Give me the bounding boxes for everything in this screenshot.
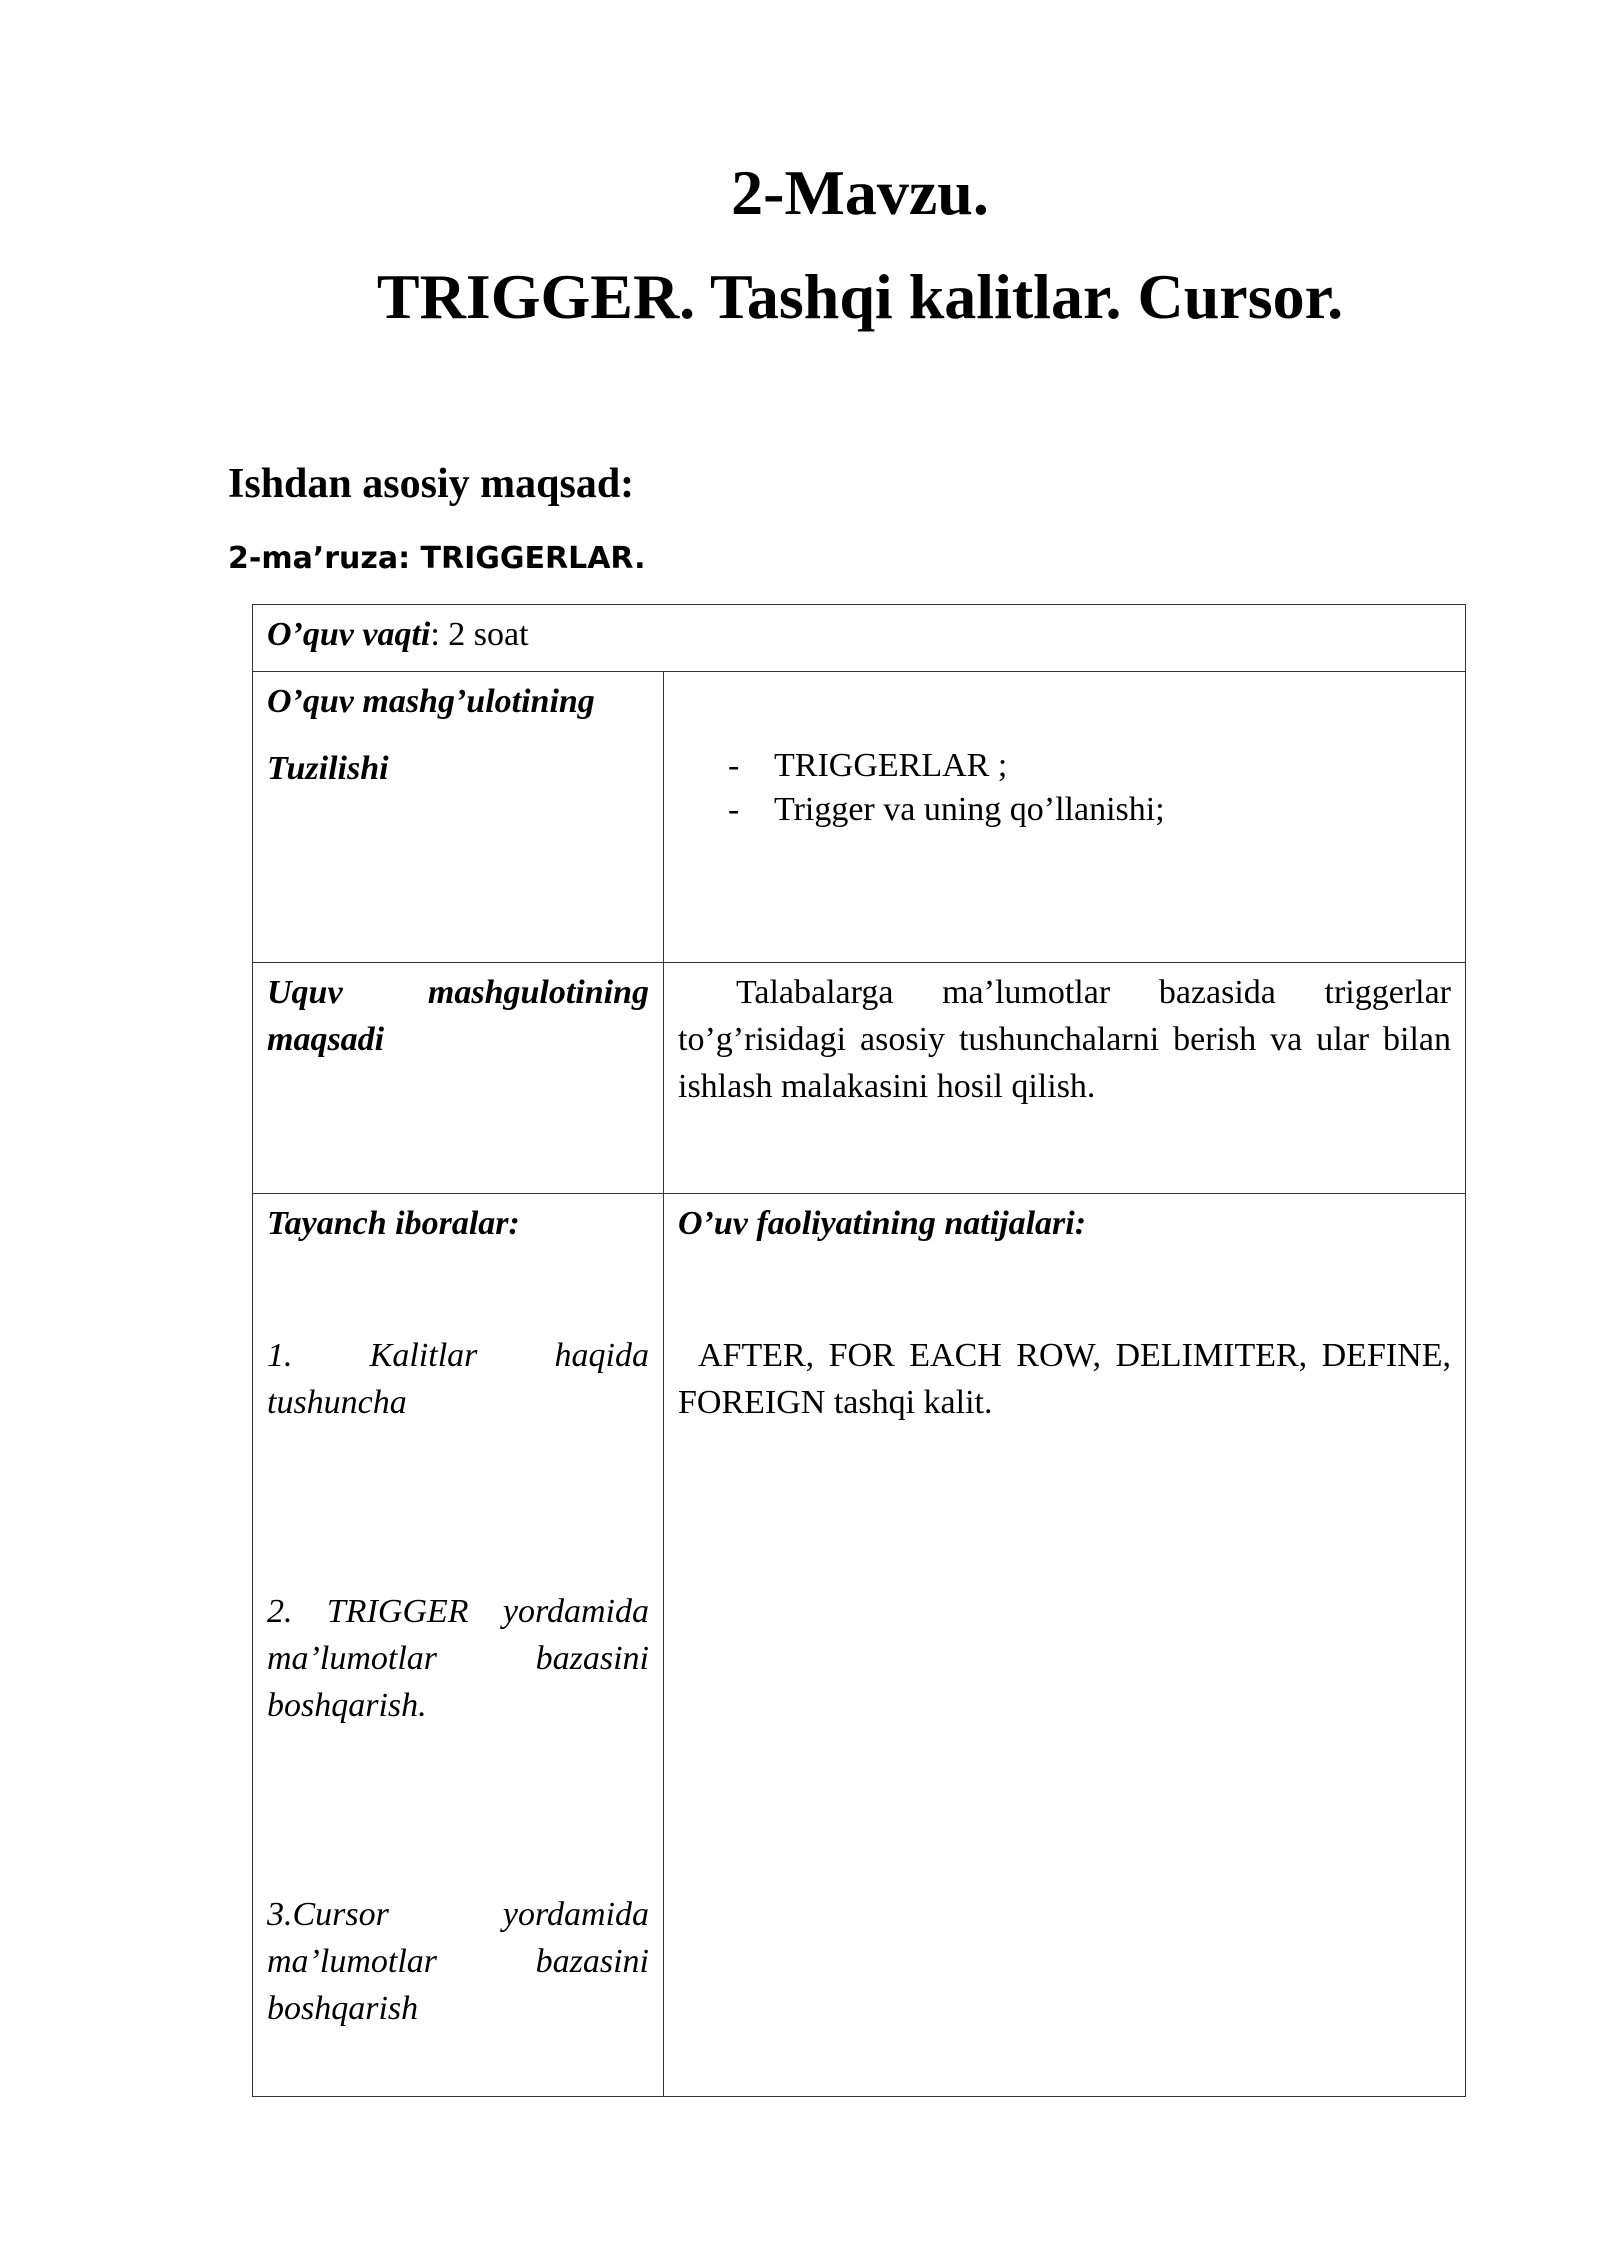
list-item: - TRIGGERLAR ; [728, 744, 1451, 788]
results-cell [664, 1194, 1466, 2097]
terms-row [253, 1194, 1466, 2097]
goal-text-cell [664, 963, 1466, 1194]
terms-label: Tayanch iboralar: [267, 1205, 520, 1242]
time-label: O’quv vaqti [267, 616, 431, 653]
structure-list [678, 744, 1451, 832]
time-value: : 2 soat [430, 616, 529, 653]
list-item: - Trigger va uning qo’llanishi; [728, 788, 1451, 832]
time-cell [253, 605, 1466, 672]
terms-cell [253, 1194, 664, 2097]
structure-label-line2: Tuzilishi [267, 750, 389, 787]
time-row [253, 605, 1466, 672]
main-goal-heading: Ishdan asosiy maqsad: [228, 461, 635, 507]
term-item: 1. Kalitlar haqida tushuncha [267, 1337, 649, 1421]
goal-row [253, 963, 1466, 1194]
goal-label: Uquv mashgulotining maqsadi [267, 974, 649, 1058]
topic-number-title: 2-Mavzu. [731, 157, 989, 228]
structure-label-cell [253, 672, 664, 963]
structure-label-line1: O’quv mashg’ulotining [267, 683, 595, 720]
structure-row [253, 672, 1466, 963]
lecture-heading: 2-ma’ruza: TRIGGERLAR. [228, 541, 646, 576]
goal-text: Talabalarga ma’lumotlar bazasida triggerlar to’g’risidagi asosiy tushunchalarni berish va ular bilan ishlash malakasini hosil qilish. [678, 974, 1452, 1105]
results-label: O’uv faoliyatining natijalari: [678, 1205, 1087, 1242]
goal-label-cell [253, 963, 664, 1194]
results-text: AFTER, FOR EACH ROW, DELIMITER, DEFINE, FOREIGN tashqi kalit. [678, 1337, 1452, 1421]
term-item: 3.Cursor yordamida ma’lumotlar bazasini boshqarish [267, 1896, 649, 2027]
lesson-info-table [252, 604, 1466, 2097]
topic-title: TRIGGER. Tashqi kalitlar. Cursor. [376, 261, 1344, 332]
term-item: 2. TRIGGER yordamida ma’lumotlar bazasini boshqarish. [267, 1593, 649, 1724]
structure-items-cell [664, 672, 1466, 963]
